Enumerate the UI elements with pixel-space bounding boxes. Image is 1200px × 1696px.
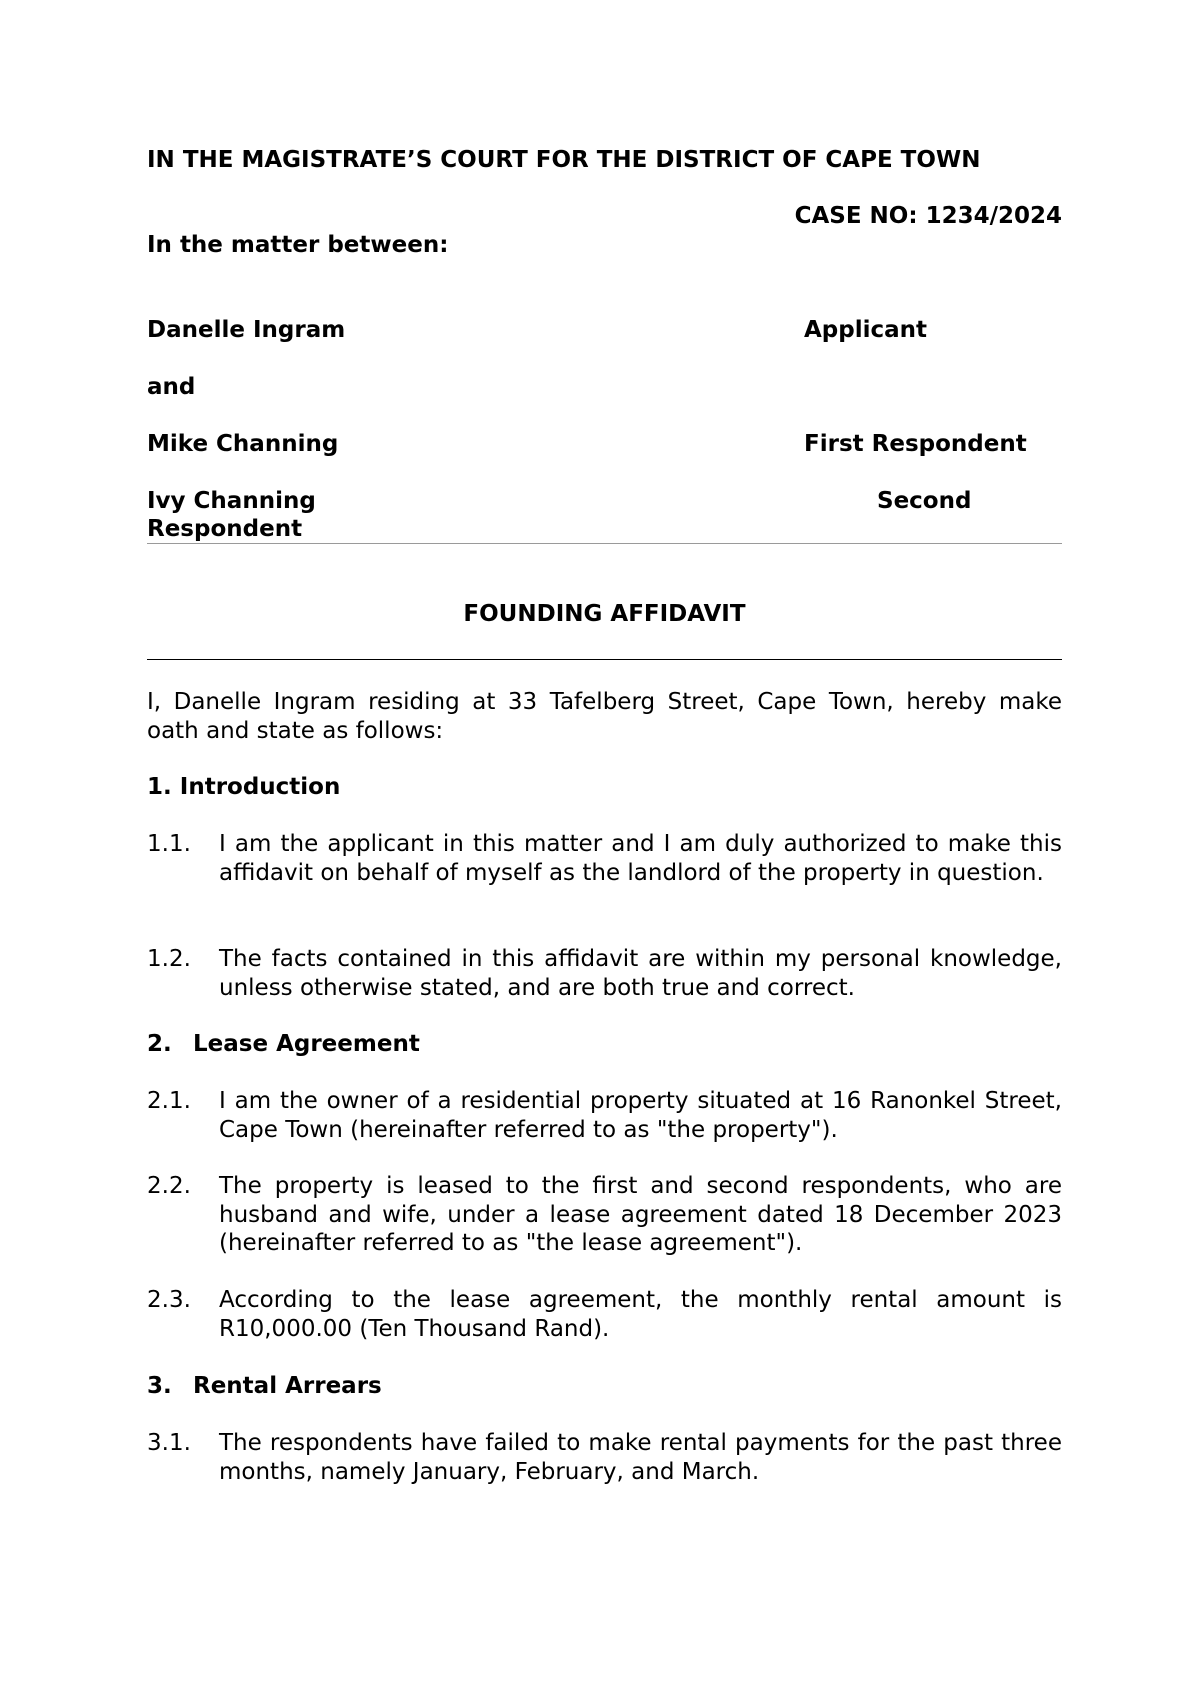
first-respondent-role: First Respondent	[804, 431, 1027, 457]
paragraph-number: 2.2.	[147, 1173, 191, 1199]
section-number: 1.	[147, 774, 172, 800]
paragraph-text: The respondents have failed to make rental payments for the past three months, namely January, February, and March.	[219, 1430, 1062, 1485]
paragraph	[147, 1286, 1062, 1343]
paragraph	[147, 945, 1062, 1002]
section-number: 3.	[147, 1373, 172, 1399]
paragraph-text: I am the owner of a residential property situated at 16 Ranonkel Street, Cape Town (hereinafter referred to as "the property").	[219, 1088, 1062, 1143]
section-heading	[147, 1372, 382, 1400]
paragraph-number: 2.3.	[147, 1287, 191, 1313]
case-number: CASE NO: 1234/2024	[794, 203, 1062, 229]
intro-paragraph: I, Danelle Ingram residing at 33 Tafelberg Street, Cape Town, hereby make oath and state as follows:	[147, 689, 1062, 744]
paragraph-text: The property is leased to the first and second respondents, who are husband and wife, under a lease agreement dated 18 December 2023 (hereinafter referred to as "the lease agreement").	[219, 1173, 1062, 1256]
section-title: Introduction	[179, 774, 341, 800]
paragraph	[147, 830, 1062, 887]
section-heading	[147, 773, 340, 801]
paragraph-text: According to the lease agreement, the monthly rental amount is R10,000.00 (Ten Thousand Rand).	[219, 1287, 1062, 1342]
paragraph-text: The facts contained in this affidavit are within my personal knowledge, unless otherwise stated, and are both true and correct.	[219, 946, 1062, 1001]
section-title: Lease Agreement	[193, 1031, 420, 1057]
first-respondent-name: Mike Channing	[147, 431, 339, 457]
title-divider	[147, 659, 1062, 660]
paragraph-number: 1.1.	[147, 831, 191, 857]
matter-between-label: In the matter between:	[147, 232, 449, 258]
party-conjunction: and	[147, 374, 196, 400]
section-heading	[147, 1030, 420, 1058]
applicant-name: Danelle Ingram	[147, 317, 346, 343]
second-respondent-role: Second	[877, 488, 972, 514]
paragraph	[147, 1429, 1062, 1486]
section-number: 2.	[147, 1031, 172, 1057]
court-heading: IN THE MAGISTRATE’S COURT FOR THE DISTRICT OF CAPE TOWN	[147, 147, 981, 173]
paragraph-number: 1.2.	[147, 946, 191, 972]
section-title: Rental Arrears	[193, 1373, 382, 1399]
parties-divider	[147, 543, 1062, 544]
applicant-role: Applicant	[804, 317, 928, 343]
paragraph-text: I am the applicant in this matter and I am duly authorized to make this affidavit on behalf of myself as the landlord of the property in question.	[219, 831, 1062, 886]
second-respondent-name: Ivy Channing	[147, 488, 316, 514]
second-respondent-role-continued: Respondent	[147, 516, 303, 542]
paragraph-number: 2.1.	[147, 1088, 191, 1114]
paragraph	[147, 1087, 1062, 1144]
document-title: FOUNDING AFFIDAVIT	[463, 601, 746, 627]
paragraph	[147, 1172, 1062, 1258]
paragraph-number: 3.1.	[147, 1430, 191, 1456]
